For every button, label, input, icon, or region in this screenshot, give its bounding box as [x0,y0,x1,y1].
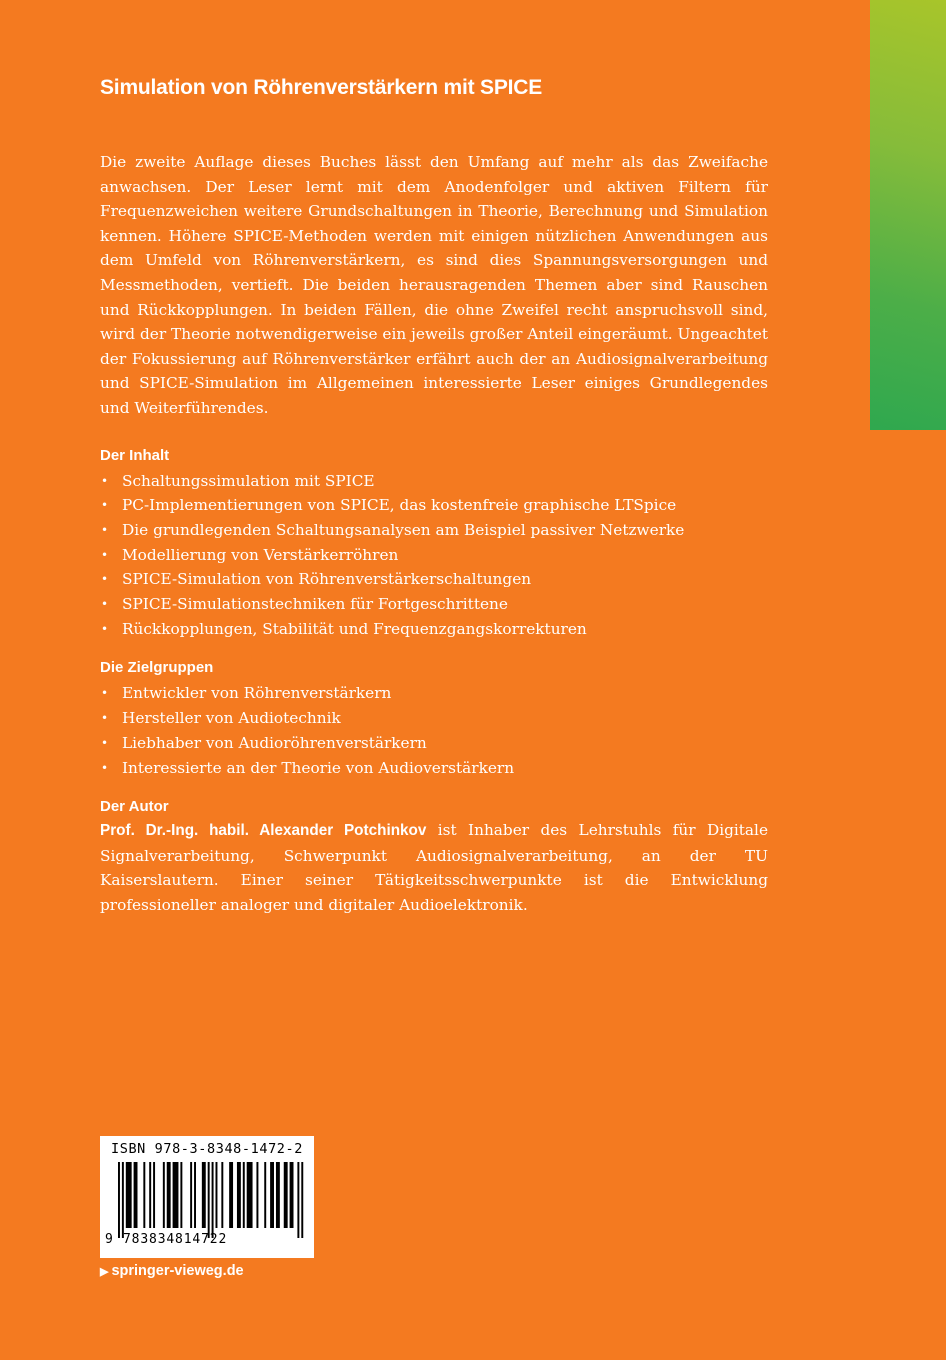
bullet-icon: • [101,686,109,701]
barcode-guard-bar [297,1162,299,1238]
barcode-bar [153,1162,155,1228]
barcode-bar [284,1162,288,1228]
barcode-bar [243,1162,245,1228]
author-name: Prof. Dr.-Ing. habil. Alexander Potchinkov [100,822,427,840]
barcode-bar [194,1162,196,1228]
barcode-bar [180,1162,182,1228]
barcode-bar [126,1162,132,1228]
ean-digits: 783834814722 [123,1232,228,1247]
barcode-guard-bar [118,1162,120,1238]
author-heading: Der Autor [100,798,169,816]
list-item: • SPICE-Simulation von Röhrenverstärkerschaltungen [100,567,768,592]
barcode-bar [270,1162,274,1228]
list-item: • Hersteller von Audiotechnik [100,706,768,731]
barcode-bar [173,1162,179,1228]
bullet-icon: • [101,735,109,750]
content-heading: Der Inhalt [100,446,170,464]
bullet-icon: • [101,621,109,636]
list-item: • Rückkopplungen, Stabilität und Frequenzgangskorrekturen [100,617,768,642]
barcode-bar [256,1162,258,1228]
cover-text [100,150,768,918]
barcode-bar [134,1162,138,1228]
bullet-icon: • [101,522,109,537]
list-item: • Liebhaber von Audioröhrenverstärkern [100,731,768,756]
list-item: • PC-Implementierungen von SPICE, das kostenfreie graphische LTSpice [100,493,768,518]
barcode-bar [276,1162,280,1228]
author-paragraph [100,818,768,917]
play-arrow-icon: ▶ [100,1266,109,1278]
barcode-bar [237,1162,241,1228]
barcode-guard-bar [212,1162,214,1238]
barcode-bar [163,1162,165,1228]
bullet-icon: • [101,597,109,612]
website-label: springer-vieweg.de [111,1263,244,1279]
list-item: • Entwickler von Röhrenverstärkern [100,681,768,706]
barcode-bar [247,1162,253,1228]
list-item: • Modellierung von Verstärkerröhren [100,543,768,568]
barcode-bar [167,1162,171,1228]
bullet-icon: • [101,547,109,562]
ean-first-digit: 9 [105,1232,113,1247]
barcode-bar [229,1162,233,1228]
publisher-website[interactable] [100,1263,244,1279]
target-heading: Die Zielgruppen [100,659,214,677]
green-accent-bar [870,0,946,430]
barcode-bar [202,1162,206,1228]
isbn-barcode [100,1136,314,1258]
bullet-icon: • [101,473,109,488]
bullet-icon: • [101,498,109,513]
barcode-guard-bar [301,1162,303,1238]
bullet-icon: • [101,711,109,726]
bullet-icon: • [101,760,109,775]
list-item: • Die grundlegenden Schaltungsanalysen am Beispiel passiver Netzwerke [100,518,768,543]
content-list [100,469,768,642]
barcode-bar [221,1162,223,1228]
barcode-bar [149,1162,151,1228]
list-item: • Interessierte an der Theorie von Audioverstärkern [100,756,768,781]
isbn-label: ISBN 978-3-8348-1472-2 [110,1141,303,1157]
intro-paragraph: Die zweite Auflage dieses Buches lässt den Umfang auf mehr als das Zweifache anwachsen. Der Leser lernt mit dem Anodenfolger und aktiven Filtern für Frequenzweichen weitere Grundschaltungen in Theorie, Berechnung und Simulation kennen. Höhere SPICE-Methoden werden mit einigen nützlichen Anwendungen aus dem Umfeld von Röhrenverstärkern, es sind dies Spannungsversorgungen und Messmethoden, vertieft. Die beiden herausragenden Themen aber sind Rauschen und Rückkopplungen. In beiden Fällen, die ohne Zweifel recht anspruchsvoll sind, wird der Theorie notwendigerweise ein jeweils großer Anteil eingeräumt. Ungeachtet der Fokussierung auf Röhrenverstärker erfährt auch der an Audiosignalverarbeitung und SPICE-Simulation im Allgemeinen interessierte Leser einiges Grundlegendes und Weiterführendes. [100,153,768,417]
barcode-bar [143,1162,145,1228]
target-list [100,681,768,780]
barcode-guard-bar [208,1162,210,1238]
barcode-guard-bar [122,1162,124,1238]
barcode-bar [190,1162,192,1228]
list-item: • Schaltungssimulation mit SPICE [100,469,768,494]
barcode-bar [264,1162,266,1228]
book-title: Simulation von Röhrenverstärkern mit SPICE [100,76,543,99]
barcode-bar [290,1162,294,1228]
bullet-icon: • [101,572,109,587]
barcode-bar [216,1162,218,1228]
author-bio: ist Inhaber des Lehrstuhls für Digitale Signalverarbeitung, Schwerpunkt Audiosignalverarbeitung, an der TU Kaiserslautern. Einer seiner Tätigkeitsschwerpunkte ist die Entwicklung professioneller analoger und digitaler Audioelektronik. [100,821,768,915]
list-item: • SPICE-Simulationstechniken für Fortgeschrittene [100,592,768,617]
